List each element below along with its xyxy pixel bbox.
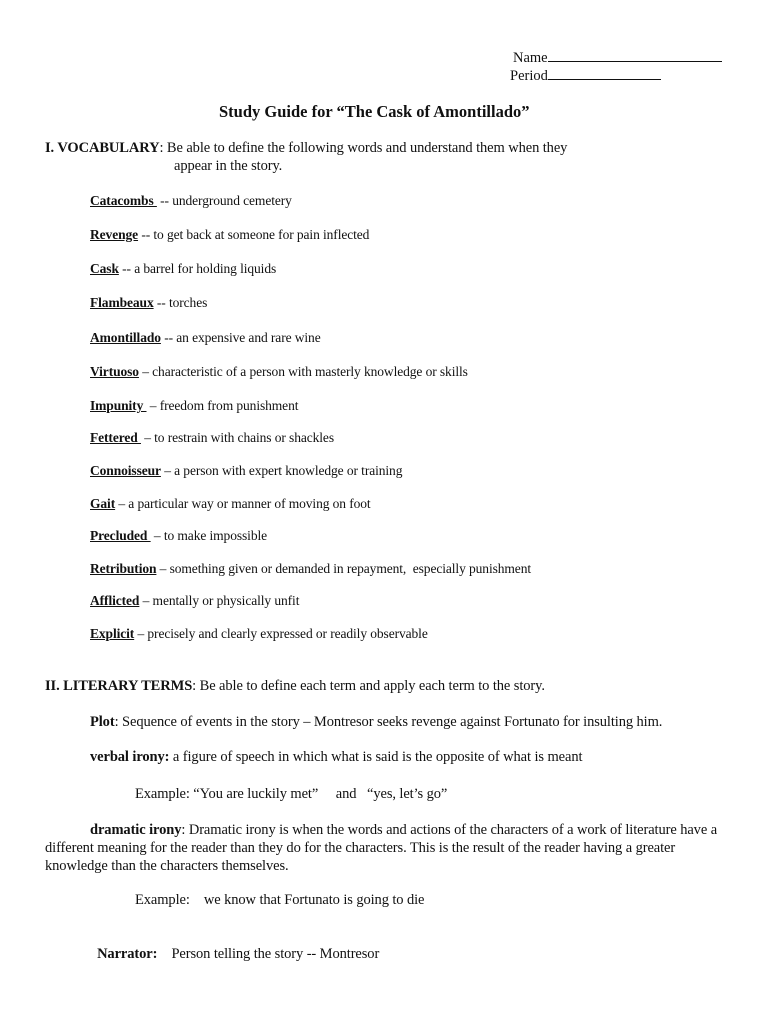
vocab-definition: – characteristic of a person with masterly knowledge or skills <box>138 364 468 379</box>
vocab-definition: – mentally or physically unfit <box>139 593 300 608</box>
vocabulary-heading-line <box>45 140 567 157</box>
vocab-definition: – precisely and clearly expressed or readily observable <box>134 626 428 641</box>
vocab-definition: – to restrain with chains or shackles <box>140 430 334 445</box>
vocab-item <box>90 227 369 243</box>
name-label: Name <box>513 50 548 66</box>
narrator-term: Narrator: <box>97 946 158 962</box>
vocab-term: Amontillado <box>90 330 161 345</box>
dramatic-irony-example: Example: we know that Fortunato is going to die <box>135 892 425 908</box>
page-title: Study Guide for “The Cask of Amontillado” <box>219 102 530 121</box>
vocab-definition: – a person with expert knowledge or training <box>160 463 403 478</box>
plot-definition: : Sequence of events in the story – Montresor seeks revenge against Fortunato for insulting him. <box>114 714 663 730</box>
verbal-irony-definition: a figure of speech in which what is said is the opposite of what is meant <box>169 749 583 765</box>
vocab-definition: -- an expensive and rare wine <box>160 330 321 345</box>
vocab-item <box>90 626 428 642</box>
vocab-item <box>90 295 207 311</box>
literary-terms-instruction: : Be able to define each term and apply each term to the story. <box>192 678 545 694</box>
period-label: Period <box>510 68 548 84</box>
name-blank[interactable] <box>548 48 722 62</box>
literary-terms-heading-line <box>45 678 545 695</box>
vocab-definition: -- torches <box>153 295 208 310</box>
vocab-definition: -- to get back at someone for pain inflected <box>138 227 370 242</box>
vocab-definition: – freedom from punishment <box>146 398 299 413</box>
vocab-term: Revenge <box>90 227 139 242</box>
verbal-irony-entry <box>90 749 582 766</box>
vocab-term: Catacombs <box>90 193 157 208</box>
plot-term: Plot <box>90 714 115 730</box>
vocab-term: Explicit <box>90 626 135 641</box>
vocab-term: Impunity <box>90 398 147 413</box>
vocabulary-instruction-cont: appear in the story. <box>174 158 283 174</box>
vocab-term: Afflicted <box>90 593 140 608</box>
vocab-item <box>90 593 299 609</box>
vocab-term: Fettered <box>90 430 141 445</box>
vocab-term: Virtuoso <box>90 364 139 379</box>
vocab-definition: -- underground cemetery <box>156 193 292 208</box>
vocab-item <box>90 364 468 380</box>
vocab-item <box>90 193 292 209</box>
verbal-irony-example: Example: “You are luckily met” and “yes, let’s go” <box>135 786 448 802</box>
period-blank[interactable] <box>548 66 661 80</box>
narrator-entry <box>90 929 379 963</box>
vocab-item <box>90 330 321 346</box>
vocab-item <box>90 463 402 479</box>
vocab-term: Cask <box>90 261 119 276</box>
vocab-definition: – a particular way or manner of moving on foot <box>115 496 371 511</box>
vocab-definition: -- a barrel for holding liquids <box>118 261 277 276</box>
literary-terms-heading: II. LITERARY TERMS <box>45 678 193 694</box>
dramatic-irony-definition: : Dramatic irony is when the words and actions of the characters of a work of literature have a different meaning for the reader than they do for the characters. This is the result of the reader having a greater knowledge than the characters themselves. <box>45 822 718 874</box>
vocab-item <box>90 496 371 512</box>
period-field[interactable] <box>510 66 661 85</box>
vocab-item <box>90 561 531 577</box>
vocabulary-instruction: : Be able to define the following words and understand them when they <box>159 140 568 156</box>
vocab-item <box>90 398 298 414</box>
vocab-item <box>90 261 276 277</box>
vocab-item <box>90 430 334 446</box>
verbal-irony-term: verbal irony: <box>90 749 170 765</box>
vocabulary-heading: I. VOCABULARY <box>45 140 160 156</box>
narrator-definition: Person telling the story -- Montresor <box>157 946 380 962</box>
vocab-definition: – to make impossible <box>150 528 268 543</box>
vocab-item <box>90 528 267 544</box>
name-field[interactable] <box>513 48 722 67</box>
dramatic-irony-entry <box>45 821 735 875</box>
vocab-term: Connoisseur <box>90 463 161 478</box>
vocab-definition: – something given or demanded in repayment, especially punishment <box>156 561 531 576</box>
vocab-term: Flambeaux <box>90 295 154 310</box>
vocab-term: Retribution <box>90 561 157 576</box>
dramatic-irony-term: dramatic irony <box>90 822 182 838</box>
vocab-term: Precluded <box>90 528 151 543</box>
vocab-term: Gait <box>90 496 116 511</box>
plot-entry <box>90 714 662 731</box>
